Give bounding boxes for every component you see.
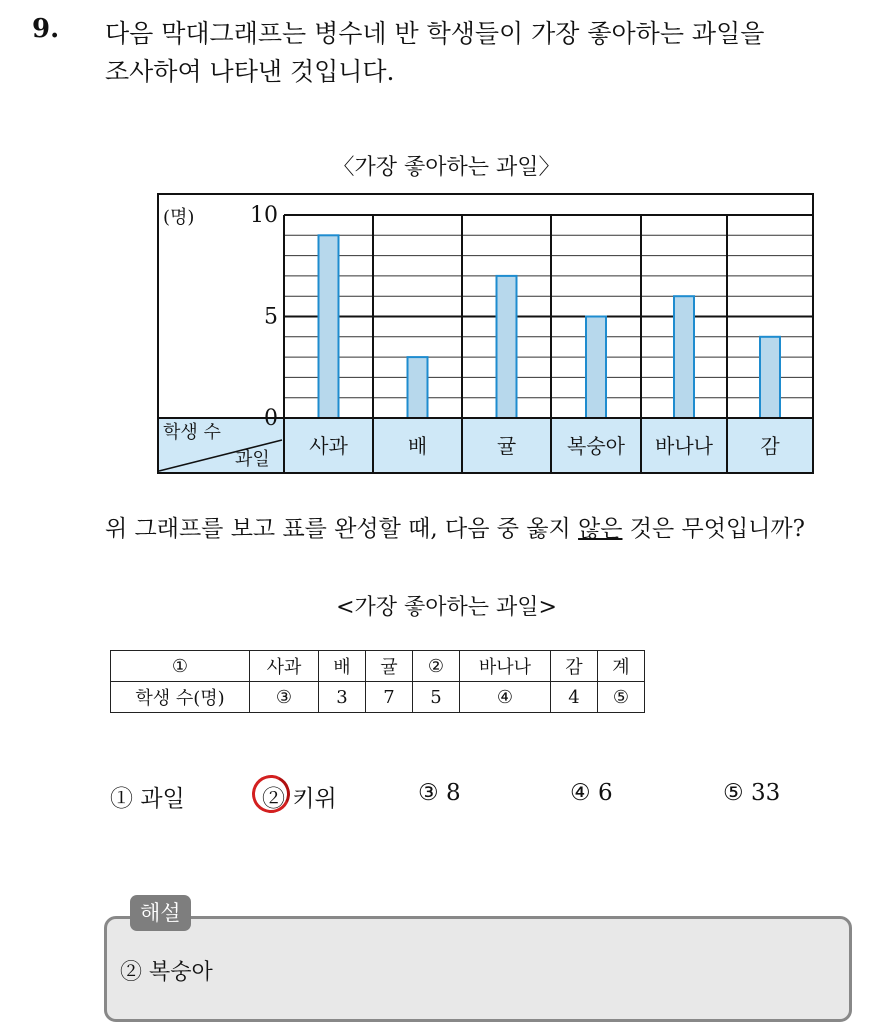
table-cell: 5 <box>413 682 460 713</box>
choice-text: 33 <box>750 780 781 806</box>
choice-text: 8 <box>445 780 461 806</box>
bar-감 <box>760 337 780 418</box>
bar-복숭아 <box>586 317 606 419</box>
table-cell: ③ <box>250 682 319 713</box>
table-header-row <box>111 651 645 682</box>
table-header-cell: ② <box>413 651 460 682</box>
table-title: <가장 좋아하는 과일> <box>336 595 557 620</box>
subquestion-after: 것은 무엇입니까? <box>622 516 805 542</box>
y-tick-label: 5 <box>264 304 278 330</box>
category-label: 감 <box>760 434 780 458</box>
choice-text: 키위 <box>292 786 337 812</box>
explanation-box <box>104 916 852 1022</box>
choice-number: ② <box>262 786 285 812</box>
subquestion-underlined: 않은 <box>578 516 623 542</box>
choice-number: ③ <box>418 780 439 806</box>
category-label: 복숭아 <box>567 434 625 458</box>
table-header-cell: ① <box>111 651 250 682</box>
table-header-cell: 사과 <box>250 651 319 682</box>
category-label: 귤 <box>496 434 517 458</box>
bar-배 <box>408 357 428 418</box>
explanation-answer: ② 복숭아 <box>120 960 213 985</box>
table-cell: ④ <box>460 682 551 713</box>
chart-title: 〈가장 좋아하는 과일〉 <box>332 155 561 180</box>
category-label-row-bg <box>284 418 813 473</box>
choice-2[interactable] <box>262 780 337 813</box>
choice-text: 과일 <box>140 786 185 812</box>
table-cell: 3 <box>319 682 366 713</box>
explanation-tag: 해설 <box>130 895 191 931</box>
choice-number: ① <box>110 786 133 812</box>
table-cell: 4 <box>551 682 598 713</box>
y-tick-label: 10 <box>250 203 278 228</box>
bar-바나나 <box>674 296 694 418</box>
table-header-cell: 귤 <box>366 651 413 682</box>
table-cell: ⑤ <box>598 682 645 713</box>
bar-chart <box>157 193 817 475</box>
question-number: 9. <box>32 14 60 44</box>
choice-number: ⑤ <box>723 780 744 806</box>
table-cell: 학생 수(명) <box>111 682 250 713</box>
y-axis-title: 학생 수 <box>163 422 221 443</box>
choice-number: ④ <box>570 780 591 806</box>
choice-5[interactable] <box>723 780 780 806</box>
subquestion-text <box>105 510 805 543</box>
table-header-cell: 배 <box>319 651 366 682</box>
category-label: 사과 <box>309 434 348 458</box>
subquestion-before: 위 그래프를 보고 표를 완성할 때, 다음 중 옳지 <box>105 516 579 542</box>
table-header-cell: 감 <box>551 651 598 682</box>
table-header-cell: 계 <box>598 651 645 682</box>
table-row <box>111 682 645 713</box>
table-cell: 7 <box>366 682 413 713</box>
table-header-cell: 바나나 <box>460 651 551 682</box>
choice-1[interactable] <box>110 780 185 813</box>
bar-사과 <box>319 235 339 418</box>
choice-3[interactable] <box>418 780 461 806</box>
bar-귤 <box>497 276 517 418</box>
choice-text: 6 <box>597 780 613 806</box>
y-tick-label: 0 <box>264 406 278 431</box>
value-table <box>110 650 645 713</box>
unit-label: (명) <box>163 207 195 228</box>
question-text-line2: 조사하여 나타낸 것입니다. <box>105 57 395 86</box>
question-text-line1: 다음 막대그래프는 병수네 반 학생들이 가장 좋아하는 과일을 <box>105 19 765 48</box>
category-label: 바나나 <box>655 434 713 458</box>
choice-4[interactable] <box>570 780 613 806</box>
category-label: 배 <box>407 434 428 458</box>
x-axis-title: 과일 <box>235 449 270 470</box>
